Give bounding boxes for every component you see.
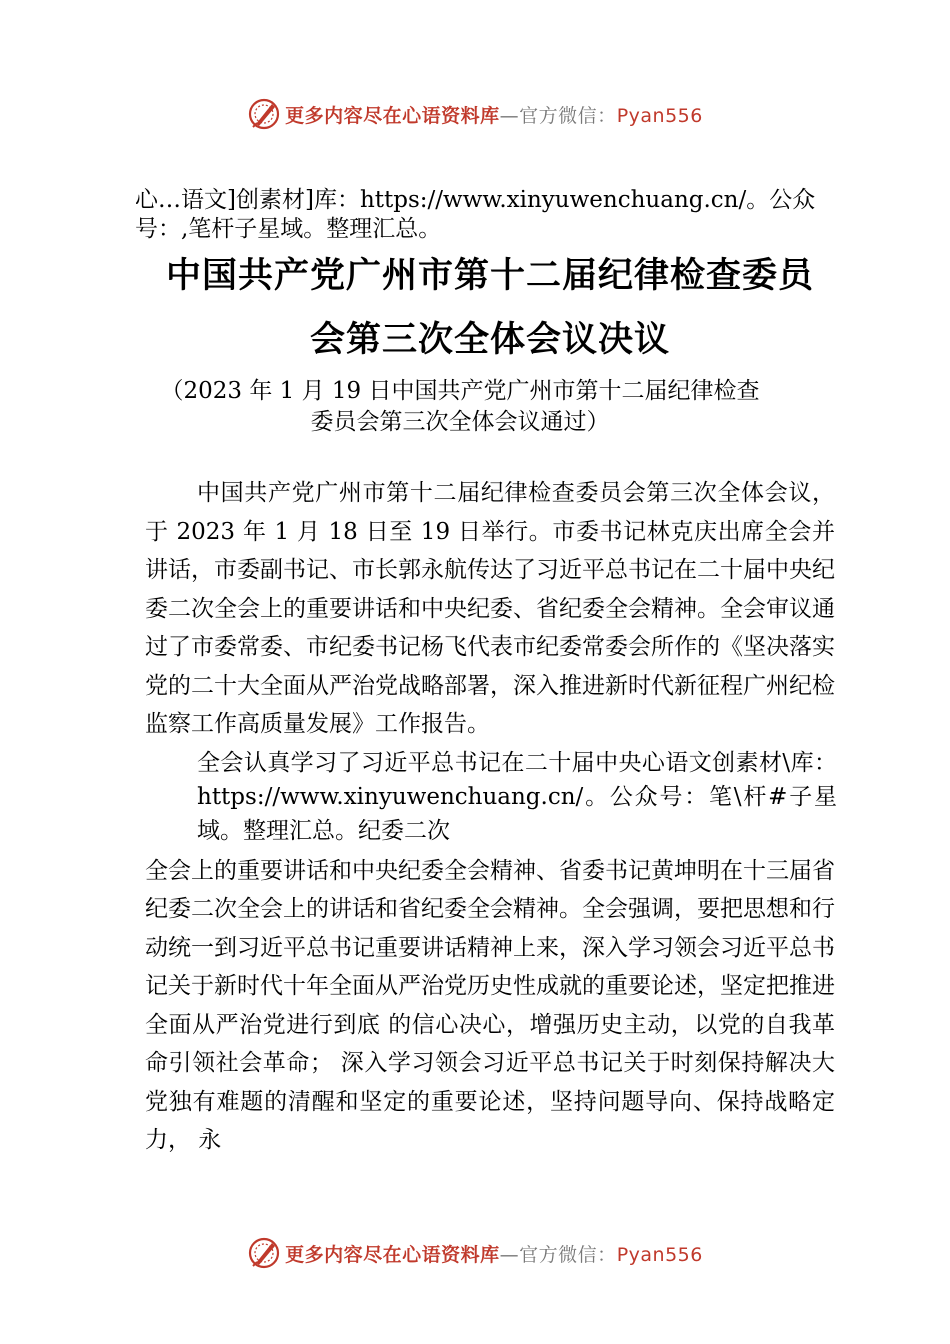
banner-dash: —: [499, 1243, 520, 1266]
paragraph-3: 全会上的重要讲话和中央纪委全会精神、省委书记黄坤明在十三届省纪委二次全会上的讲话和省纪委全会精神。全会强调，要把思想和行动统一到习近平总书记重要讲话精神上来，深入学习领会习近平总书记关于新时代十年全面从严治党历史性成就的重要论述，坚定把推进全面从严治党进行到底 的信心决心，增强历史主动，以党的自我革命引领社会革命； 深入学习领会习近平总书记关于时刻保持解决大党独有难题的清醒和坚定的重要论述，坚持问题导向、保持战略定力， 永: [145, 857, 835, 1153]
document-body: [135, 186, 837, 1160]
header-banner: [0, 94, 950, 134]
banner-text: [285, 1240, 703, 1267]
banner-brand: 更多内容尽在心语资料库: [285, 1243, 500, 1266]
document-title: [125, 244, 855, 372]
document-subtitle: [115, 376, 805, 438]
title-line-2: 会第三次全体会议决议: [309, 320, 670, 360]
pen-nib-seal-icon: [247, 97, 281, 131]
watermark-line: 心…语文]创素材]库：https://www.xinyuwenchuang.cn/。公众号：,笔杆子星域。整理汇总。: [135, 187, 816, 242]
pen-nib-seal-icon: [247, 1236, 281, 1270]
banner-official: 官方微信：: [519, 1243, 617, 1266]
banner-dash: —: [499, 104, 520, 127]
banner-text: [285, 101, 703, 128]
subtitle-line-1: （2023 年 1 月 19 日中国共产党广州市第十二届纪律检查: [160, 378, 760, 404]
banner-wechat-id: Pyan556: [616, 1243, 703, 1266]
title-line-1: 中国共产党广州市第十二届纪律检查委员: [165, 256, 814, 296]
paragraph-1: 中国共产党广州市第十二届纪律检查委员会第三次全体会议，于 2023 年 1 月 18 日至 19 日举行。市委书记林克庆出席全会并讲话，市委副书记、市长郭永航传达了习近平总书记在二十届中央纪委二次全会上的重要讲话和中央纪委、省纪委全会精神。全会审议通过了市委常委、市纪委书记杨飞代表市纪委常委会所作的《坚决落实党的二十大全面从严治党战略部署，深入推进新时代新征程广州纪检监察工作高质量发展》工作报告。: [145, 480, 835, 737]
banner-brand: 更多内容尽在心语资料库: [285, 104, 500, 127]
footer-banner: [0, 1233, 950, 1273]
banner-wechat-id: Pyan556: [616, 104, 703, 127]
subtitle-line-2: 委员会第三次全体会议通过）: [310, 409, 610, 435]
banner-official: 官方微信：: [519, 104, 617, 127]
paragraph-2: 全会认真学习了习近平总书记在二十届中央心语文创素材\库：https://www.xinyuwenchuang.cn/。公众号：笔\杆#子星域。整理汇总。纪委二次: [197, 749, 837, 844]
